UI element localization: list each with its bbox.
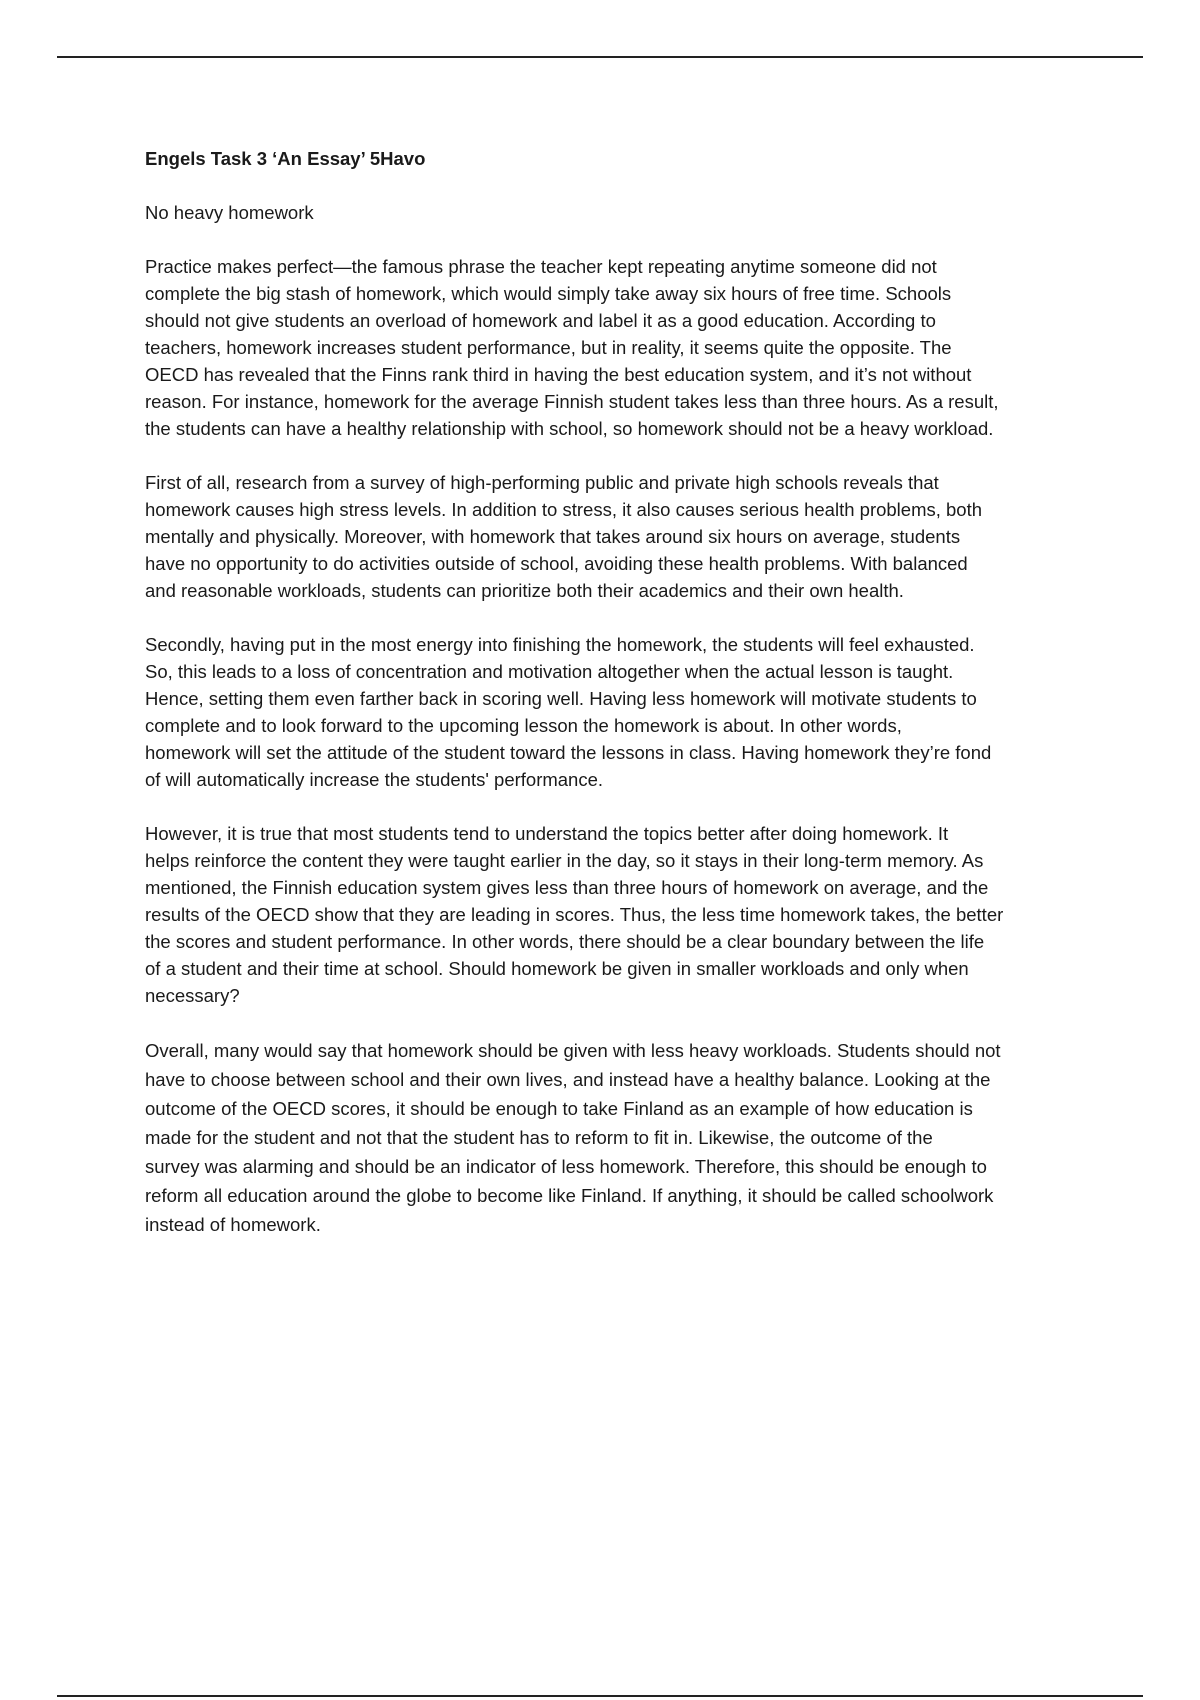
text-line: helps reinforce the content they were taught earlier in the day, so it stays in their long-term memory. As [145,850,984,871]
text-line: mentally and physically. Moreover, with homework that takes around six hours on average, students [145,526,961,547]
text-line: made for the student and not that the student has to reform to fit in. Likewise, the outcome of the [145,1127,933,1148]
text-line: and reasonable workloads, students can prioritize both their academics and their own health. [145,580,904,601]
text-line: Secondly, having put in the most energy into finishing the homework, the students will feel exhausted. [145,634,975,655]
text-line: Overall, many would say that homework should be given with less heavy workloads. Students should not [145,1040,1001,1061]
text-line: results of the OECD show that they are leading in scores. Thus, the less time homework takes, the better [145,904,1004,925]
text-line: complete and to look forward to the upcoming lesson the homework is about. In other words, [145,715,902,736]
text-line: homework causes high stress levels. In addition to stress, it also causes serious health problems, both [145,499,983,520]
text-line: of a student and their time at school. Should homework be given in smaller workloads and only when [145,958,969,979]
text-line: survey was alarming and should be an indicator of less homework. Therefore, this should be enough to [145,1156,987,1177]
essay-title: No heavy homework [145,202,314,223]
paragraph-5 [145,1036,1093,1239]
text-line: outcome of the OECD scores, it should be enough to take Finland as an example of how education is [145,1098,973,1119]
text-line: teachers, homework increases student performance, but in reality, it seems quite the opposite. The [145,337,952,358]
text-line: First of all, research from a survey of high-performing public and private high schools reveals that [145,472,939,493]
document-title: Engels Task 3 ‘An Essay’ 5Havo [145,148,426,169]
text-line: should not give students an overload of homework and label it as a good education. According to [145,310,936,331]
text-line: of will automatically increase the students' performance. [145,769,604,790]
bottom-horizontal-rule [57,1695,1143,1697]
text-line: Hence, setting them even farther back in scoring well. Having less homework will motivate students to [145,688,977,709]
text-line: However, it is true that most students tend to understand the topics better after doing homework. It [145,823,949,844]
paragraph-1 [145,253,1093,442]
top-horizontal-rule [57,56,1143,58]
text-line: homework will set the attitude of the student toward the lessons in class. Having homework they’re fond [145,742,992,763]
text-line: the students can have a healthy relationship with school, so homework should not be a heavy workload. [145,418,994,439]
paragraph-2 [145,469,1093,604]
text-line: necessary? [145,985,240,1006]
text-line: mentioned, the Finnish education system gives less than three hours of homework on average, and the [145,877,989,898]
document-body [145,145,1093,1266]
text-line: So, this leads to a loss of concentration and motivation altogether when the actual lesson is taught. [145,661,954,682]
paragraph-3 [145,631,1093,793]
text-line: have no opportunity to do activities outside of school, avoiding these health problems. With balanced [145,553,968,574]
text-line: OECD has revealed that the Finns rank third in having the best education system, and it’s not without [145,364,972,385]
text-line: have to choose between school and their own lives, and instead have a healthy balance. Looking at the [145,1069,991,1090]
text-line: instead of homework. [145,1214,321,1235]
text-line: reform all education around the globe to become like Finland. If anything, it should be called schoolwork [145,1185,994,1206]
text-line: Practice makes perfect—the famous phrase the teacher kept repeating anytime someone did not [145,256,937,277]
text-line: complete the big stash of homework, which would simply take away six hours of free time. Schools [145,283,952,304]
text-line: reason. For instance, homework for the average Finnish student takes less than three hours. As a result, [145,391,999,412]
paragraph-4 [145,820,1093,1009]
text-line: the scores and student performance. In other words, there should be a clear boundary between the life [145,931,985,952]
